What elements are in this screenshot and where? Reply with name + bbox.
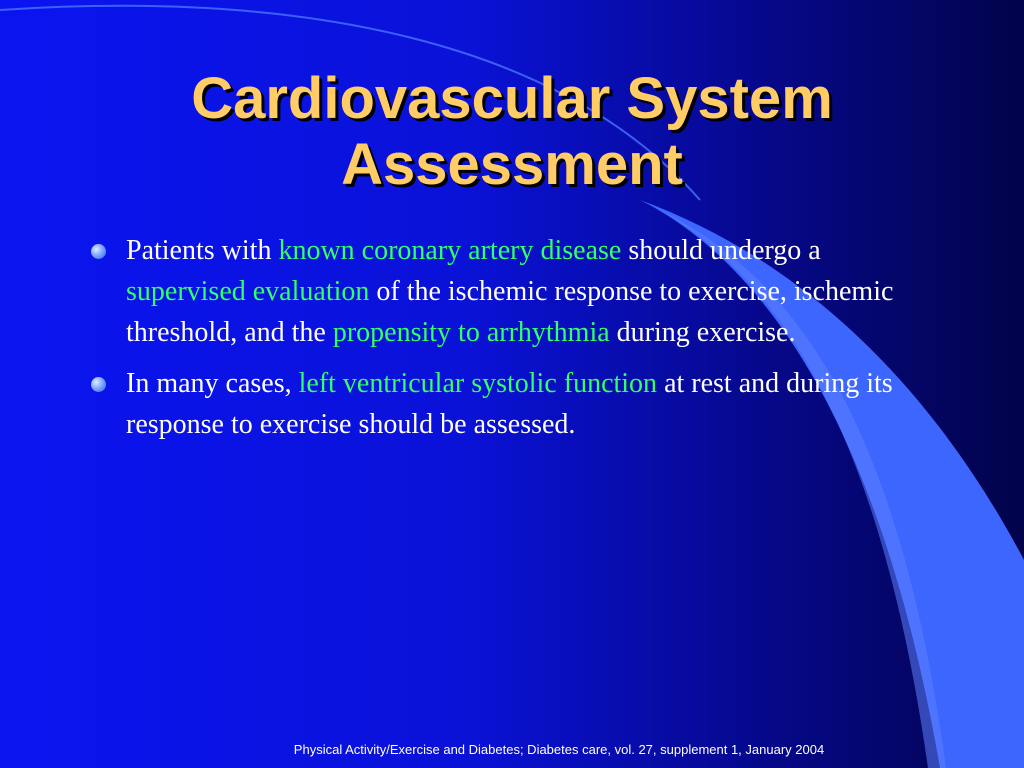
slide-title-line-2: Assessment <box>341 132 683 197</box>
bullet-text: during exercise. <box>609 317 796 348</box>
bullet-list <box>90 230 935 455</box>
bullet-text: at rest and during its response to exercise should be assessed. <box>126 368 893 440</box>
bullet-item <box>90 230 935 353</box>
bullet-text: should undergo a <box>621 235 821 266</box>
bullet-item <box>90 363 935 445</box>
slide-title-line-1: Cardiovascular System <box>191 66 833 131</box>
slide-title <box>0 66 1024 198</box>
bullet-text: of the ischemic response to exercise, ischemic threshold, and the <box>126 276 894 348</box>
bullet-text: In many cases, <box>126 368 299 399</box>
bullet-dot-icon <box>91 377 106 392</box>
bullet-dot-icon <box>91 244 106 259</box>
highlight-text: known coronary artery disease <box>278 235 622 266</box>
highlight-text: left ventricular systolic function <box>298 368 658 399</box>
highlight-text: supervised evaluation <box>126 276 370 307</box>
highlight-text: propensity to arrhythmia <box>332 317 610 348</box>
bullet-text: Patients with <box>126 235 279 266</box>
slide-footer-citation: Physical Activity/Exercise and Diabetes; Diabetes care, vol. 27, supplement 1, January 2004 <box>293 742 825 757</box>
